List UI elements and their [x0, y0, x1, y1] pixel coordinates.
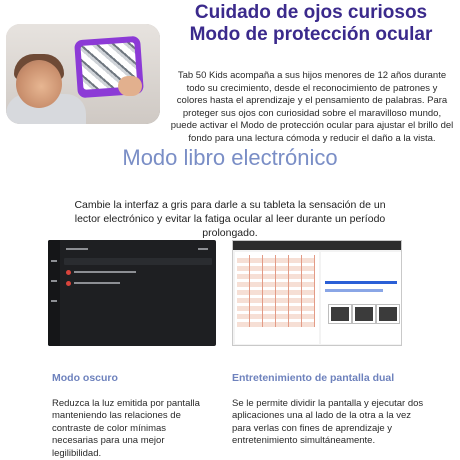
dual-right-heading [325, 281, 397, 284]
dark-sidebar [48, 240, 60, 346]
dark-list-item-text [74, 271, 136, 273]
photo-child-hand [118, 76, 142, 96]
dark-side-icon [51, 260, 57, 262]
hero-title-line1: Cuidado de ojos curiosos [194, 2, 428, 23]
dark-side-icon [51, 300, 57, 302]
ebook-description: Cambie la interfaz a gris para darle a su tableta la sensación de un lector electrónico y evitar la fatiga ocular al leer durante un período prolongado. [74, 199, 386, 239]
hero-title-line2: Modo de protección ocular [189, 24, 433, 45]
dual-right-subheading [325, 289, 383, 292]
dual-spreadsheet-grid [237, 255, 315, 327]
dual-thumbnail [377, 305, 399, 323]
dark-tabs-row [64, 258, 212, 265]
hero-paragraph: Tab 50 Kids acompaña a sus hijos menores de 12 años durante todo su crecimiento, desde el reconocimiento de patrones y colores hasta el aprendizaje y el pensamiento de palabras. Para proteger sus ojos con curiosidad sobre el maravilloso mundo, puede activar el Modo de protección ocular para ajustar el brillo del fondo para una lectura cómoda y reducir el daño a la vista. [170, 70, 454, 144]
dark-list-item-text [74, 282, 120, 284]
dual-thumbnail [329, 305, 351, 323]
hero-photo-child-with-tablet [6, 24, 160, 124]
dual-right-pane [321, 252, 401, 344]
feature-text-dark-mode: Reduzca la luz emitida por pantalla manteniendo las relaciones de contraste de color mínimas necesarias para una mejor legilibilidad. [52, 398, 200, 459]
ebook-section-title: Modo libro electrónico [122, 145, 338, 170]
feature-text-dual-screen: Se le permite dividir la pantalla y ejecutar dos aplicaciones una al lado de la otra a la vez para verlas con fines de aprendizaje y entretenimiento simultáneamente. [232, 398, 424, 447]
dual-top-bar [233, 241, 401, 250]
feature-title-dark-mode: Modo oscuro [52, 372, 118, 384]
photo-child-head [16, 60, 62, 108]
dark-list-item-icon [66, 270, 71, 275]
dark-list-item-icon [66, 281, 71, 286]
dual-thumbnail [353, 305, 375, 323]
dark-header-text [66, 248, 88, 250]
dark-header-action [198, 248, 208, 250]
feature-title-dual-screen: Entretenimiento de pantalla dual [232, 372, 395, 384]
dark-mode-screenshot [48, 240, 216, 346]
dark-side-icon [51, 280, 57, 282]
dual-screen-screenshot [232, 240, 402, 346]
